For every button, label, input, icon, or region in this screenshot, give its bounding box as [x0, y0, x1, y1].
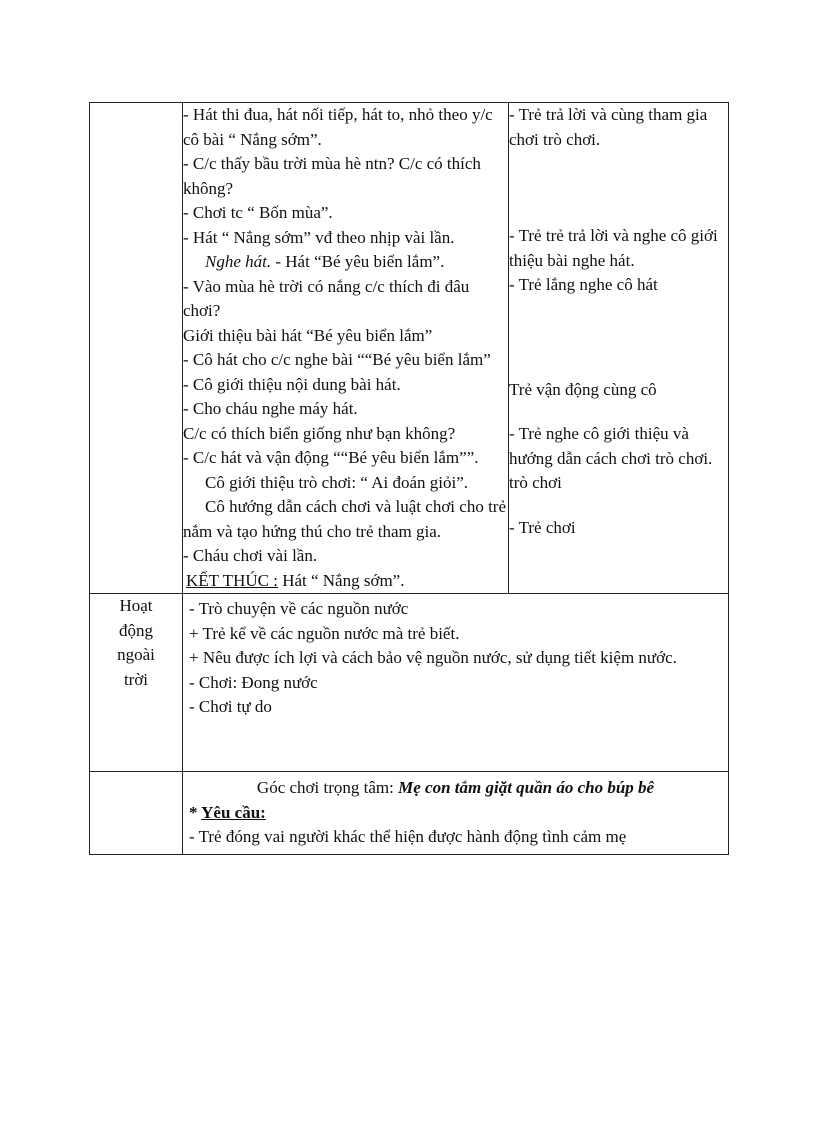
- activity-line: - Chơi tc “ Bốn mùa”.: [183, 203, 333, 222]
- yeu-cau-label: Yêu cầu:: [201, 802, 266, 822]
- child-response: - Trẻ lắng nghe cô hát: [509, 275, 658, 294]
- yeu-cau-line: - Trẻ đóng vai người khác thể hiện được hành động tình cảm mẹ: [189, 827, 627, 846]
- child-response: Trẻ vận động cùng cô: [509, 379, 657, 399]
- row1-child-activity-cell: [509, 103, 729, 594]
- activity-line: - C/c thấy bầu trời mùa hè ntn? C/c có thích không?: [183, 154, 481, 198]
- nghe-hat-text: - Hát “Bé yêu biển lắm”.: [271, 252, 445, 271]
- yeu-cau-heading: * Yêu cầu:: [189, 802, 266, 822]
- outdoor-content-cell: [183, 594, 729, 772]
- child-response: - Trẻ trả lời và cùng tham gia chơi trò chơi.: [509, 105, 708, 149]
- outdoor-line: + Nêu được ích lợi và cách bảo vệ nguồn nước, sử dụng tiết kiệm nước.: [189, 648, 677, 667]
- outdoor-line: - Chơi tự do: [189, 697, 272, 716]
- activity-line: - C/c hát và vận động ““Bé yêu biển lắm””.: [183, 448, 479, 467]
- activity-line: Cô giới thiệu trò chơi: “ Ai đoán giỏi”.: [205, 472, 469, 492]
- outdoor-line: + Trẻ kể về các nguồn nước mà trẻ biết.: [189, 623, 460, 643]
- activity-line: - Hát thi đua, hát nối tiếp, hát to, nhỏ theo y/c cô bài “ Nắng sớm”.: [183, 105, 493, 149]
- table-row-outdoor: [90, 594, 729, 772]
- ket-thuc-label: KẾT THÚC :: [186, 570, 278, 590]
- ket-thuc-text: Hát “ Nắng sớm”.: [277, 570, 405, 590]
- child-response: - Trẻ nghe cô giới thiệu và hướng dẫn cách chơi trò chơi. trò chơi: [509, 424, 713, 492]
- outdoor-label-cell: Hoạt động ngoài trời: [90, 594, 183, 772]
- activity-line: - Hát “ Nắng sớm” vđ theo nhịp vài lần.: [183, 227, 455, 247]
- row1-label-cell: [90, 103, 183, 594]
- activity-line: - Vào mùa hè trời có nắng c/c thích đi đâu chơi?: [183, 276, 470, 320]
- goc-choi-label: Góc chơi trọng tâm:: [256, 778, 394, 797]
- outdoor-line: - Chơi: Đong nước: [189, 672, 318, 692]
- child-response: - Trẻ trẻ trả lời và nghe cô giới thiệu bài nghe hát.: [509, 226, 718, 270]
- activity-line: - Cô giới thiệu nội dung bài hát.: [183, 374, 401, 394]
- ket-thuc-line: [183, 569, 508, 594]
- row1-activity-cell: [183, 103, 509, 594]
- goc-choi-value: Mẹ con tắm giặt quần áo cho búp bê: [393, 778, 655, 797]
- nghe-hat-label: Nghe hát.: [205, 252, 272, 271]
- activity-line: Cô hướng dẫn cách chơi và luật chơi cho trẻ nắm và tạo hứng thú cho trẻ tham gia.: [183, 497, 507, 541]
- activity-line: - Cô hát cho c/c nghe bài ““Bé yêu biển lắm”: [183, 350, 491, 369]
- corner-content-cell: [183, 772, 729, 855]
- goc-choi-heading: [189, 776, 722, 801]
- lesson-plan-table: [89, 102, 729, 855]
- table-row-corner-play: [90, 772, 729, 855]
- activity-line: - Cháu chơi vài lần.: [183, 546, 318, 565]
- table-row-music: [90, 103, 729, 594]
- corner-label-cell: [90, 772, 183, 855]
- nghe-hat-line: [183, 250, 508, 275]
- activity-line: C/c có thích biển giống như bạn không?: [183, 423, 456, 443]
- activity-line: - Cho cháu nghe máy hát.: [183, 399, 358, 418]
- child-response: - Trẻ chơi: [509, 517, 576, 537]
- outdoor-line: - Trò chuyện về các nguồn nước: [189, 599, 409, 618]
- activity-line: Giới thiệu bài hát “Bé yêu biển lắm”: [183, 325, 433, 345]
